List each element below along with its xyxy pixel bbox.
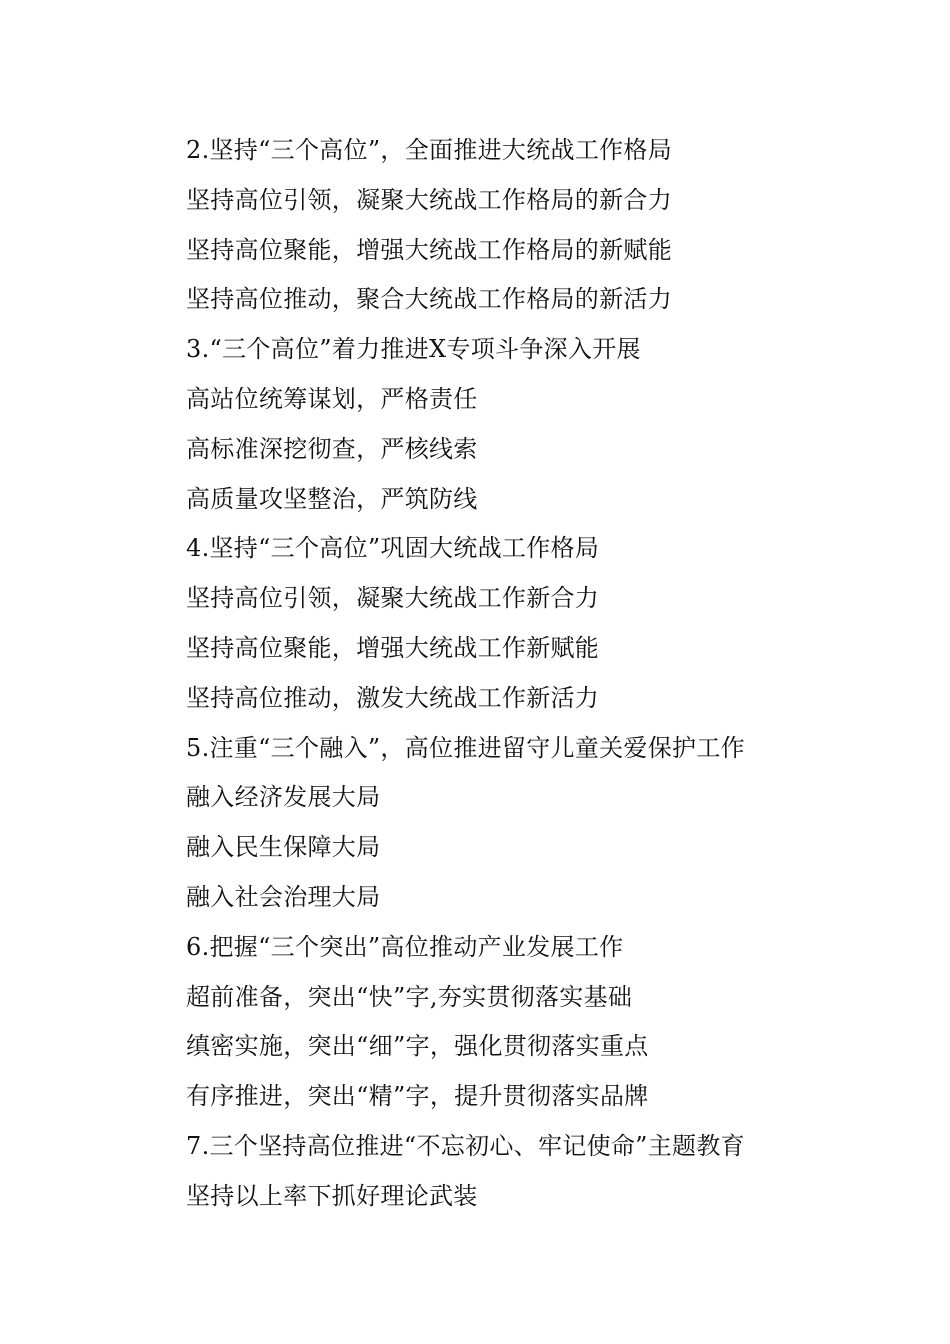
paragraph-line: 坚持高位推动，激发大统战工作新活力 — [186, 683, 600, 712]
paragraph-line: 高站位统筹谋划，严格责任 — [186, 384, 478, 413]
paragraph-line: 高质量攻坚整治，严筑防线 — [186, 484, 478, 513]
document-body — [186, 126, 886, 1222]
heading-6: 6.把握“三个突出”高位推动产业发展工作 — [186, 932, 624, 961]
paragraph-line: 融入社会治理大局 — [186, 882, 381, 911]
paragraph-line: 高标准深挖彻查，严核线索 — [186, 434, 478, 463]
paragraph-line: 有序推进，突出“精”字，提升贯彻落实品牌 — [186, 1082, 649, 1111]
paragraph-line: 融入民生保障大局 — [186, 833, 381, 862]
paragraph-line: 坚持高位引领，凝聚大统战工作格局的新合力 — [186, 185, 672, 214]
heading-7: 7.三个坚持高位推进“不忘初心、牢记使命”主题教育 — [186, 1131, 745, 1160]
paragraph-line: 超前准备，突出“快”字,夯实贯彻落实基础 — [186, 982, 633, 1011]
paragraph-line: 坚持高位引领，凝聚大统战工作新合力 — [186, 584, 600, 613]
paragraph-line: 坚持高位推动，聚合大统战工作格局的新活力 — [186, 285, 672, 314]
paragraph-line: 坚持以上率下抓好理论武装 — [186, 1181, 478, 1210]
paragraph-line: 融入经济发展大局 — [186, 783, 381, 812]
heading-5: 5.注重“三个融入”，高位推进留守儿童关爱保护工作 — [186, 733, 745, 762]
heading-3: 3.“三个高位”着力推进X专项斗争深入开展 — [186, 335, 641, 364]
paragraph-line: 缜密实施，突出“细”字，强化贯彻落实重点 — [186, 1032, 649, 1061]
paragraph-line: 坚持高位聚能，增强大统战工作格局的新赋能 — [186, 235, 672, 264]
heading-4: 4.坚持“三个高位”巩固大统战工作格局 — [186, 534, 600, 563]
paragraph-line: 坚持高位聚能，增强大统战工作新赋能 — [186, 633, 600, 662]
heading-2: 2.坚持“三个高位”，全面推进大统战工作格局 — [186, 136, 673, 164]
